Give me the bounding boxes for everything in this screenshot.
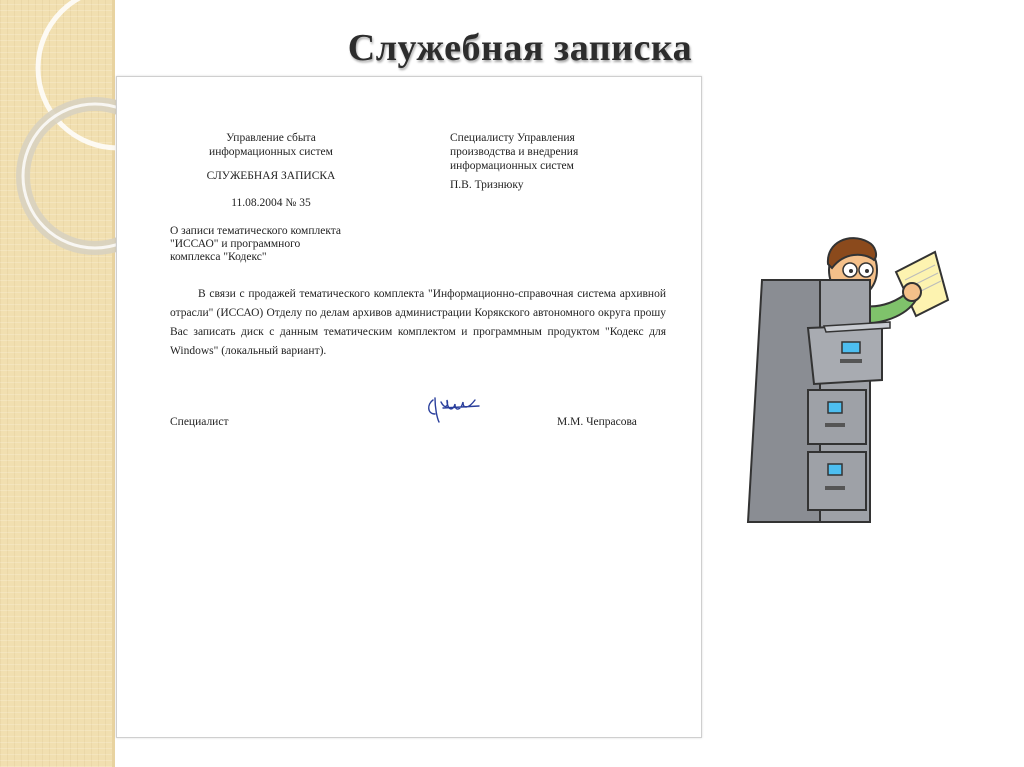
subject-line: О записи тематического комплекта [170, 225, 342, 237]
document-type: СЛУЖЕБНАЯ ЗАПИСКА [206, 170, 336, 182]
recipient-line: Специалисту Управления [450, 132, 575, 144]
recipient [450, 131, 680, 192]
signature-icon [423, 392, 483, 426]
filing-cabinet-clerk-icon [740, 230, 955, 530]
recipient-line: информационных систем [450, 160, 574, 172]
memo-body-text: В связи с продажей тематического комплекта "Информационно-справочная система архивной отрасли" (ИССАО) Отделу по делам архивов администрации Корякского автономного округа прошу Вас записать диск с данным тематическим комплектом и программным продуктом "Кодекс для Windows" (локальный вариант). [170, 288, 666, 357]
slide-title: Служебная записка [347, 27, 693, 69]
memo-document [116, 76, 702, 738]
sender-org [171, 131, 371, 159]
signer-name: М.М. Чепрасова [557, 416, 637, 428]
sender-org-line: информационных систем [209, 146, 333, 158]
sender-org-line: Управление сбыта [226, 132, 316, 144]
signer-title: Специалист [170, 416, 229, 428]
recipient-name: П.В. Тризнюку [450, 179, 524, 191]
subject [170, 225, 390, 264]
memo-body [170, 285, 666, 361]
recipient-line: производства и внедрения [450, 146, 579, 158]
date-number: 11.08.2004 № 35 [231, 197, 311, 209]
subject-line: "ИССАО" и программного [170, 238, 301, 250]
subject-line: комплекса "Кодекс" [170, 251, 267, 263]
